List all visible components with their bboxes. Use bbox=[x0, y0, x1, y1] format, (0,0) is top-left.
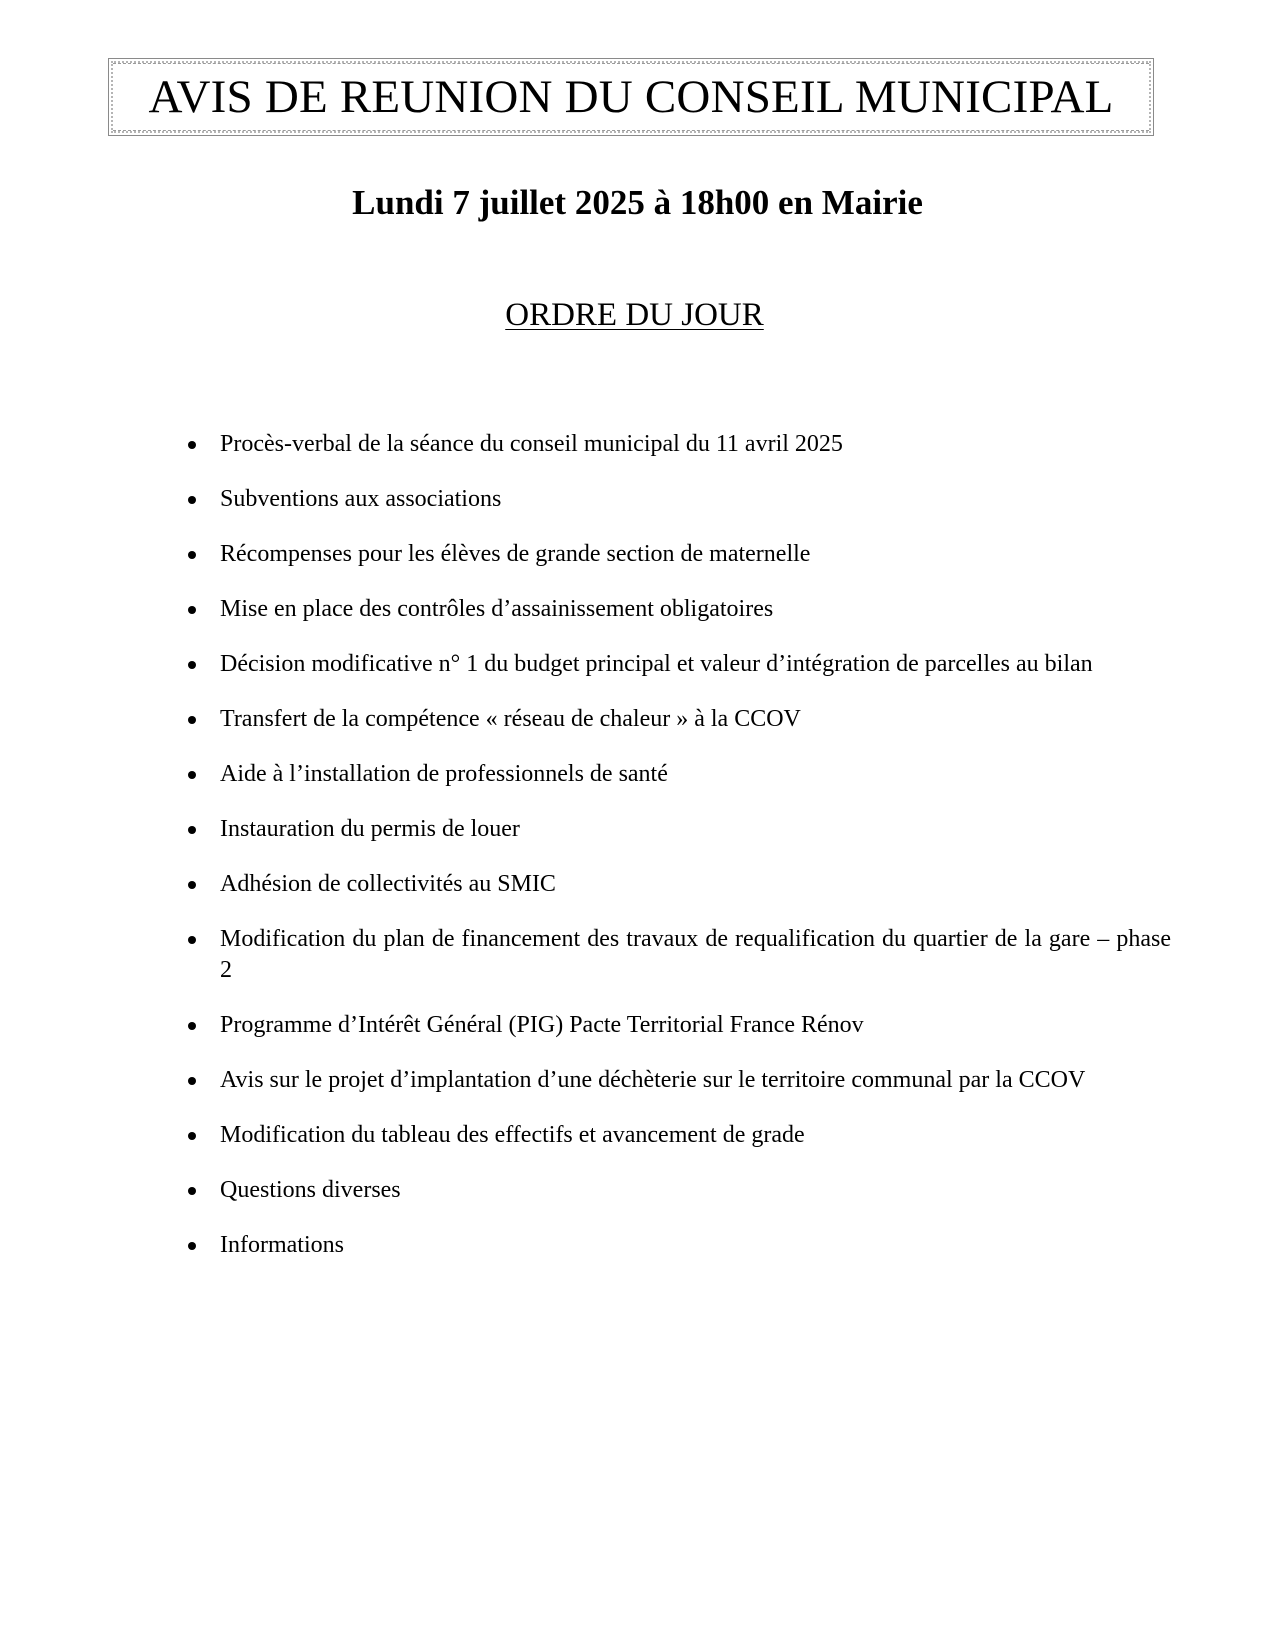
agenda-item bbox=[188, 539, 1171, 570]
bullet-icon bbox=[188, 1242, 196, 1250]
agenda-item bbox=[188, 704, 1171, 735]
agenda-item-text: Mise en place des contrôles d’assainissement obligatoires bbox=[220, 596, 774, 622]
agenda-list bbox=[188, 429, 1171, 1285]
agenda-item-text: Adhésion de collectivités au SMIC bbox=[220, 871, 556, 897]
agenda-item bbox=[188, 594, 1171, 625]
agenda-item bbox=[188, 1065, 1171, 1096]
document-title: AVIS DE REUNION DU CONSEIL MUNICIPAL bbox=[148, 70, 1114, 123]
agenda-item-text: Modification du tableau des effectifs et avancement de grade bbox=[220, 1122, 805, 1148]
bullet-icon bbox=[188, 826, 196, 834]
agenda-item bbox=[188, 1010, 1171, 1041]
bullet-icon bbox=[188, 771, 196, 779]
meeting-date: Lundi 7 juillet 2025 à 18h00 en Mairie bbox=[352, 183, 923, 222]
agenda-item bbox=[188, 429, 1171, 460]
bullet-icon bbox=[188, 606, 196, 614]
agenda-item-text: Informations bbox=[220, 1232, 344, 1258]
bullet-icon bbox=[188, 1077, 196, 1085]
bullet-icon bbox=[188, 496, 196, 504]
bullet-icon bbox=[188, 1022, 196, 1030]
agenda-item bbox=[188, 869, 1171, 900]
agenda-item-text: Décision modificative n° 1 du budget principal et valeur d’intégration de parcelles au bilan bbox=[220, 651, 1093, 677]
bullet-icon bbox=[188, 881, 196, 889]
agenda-item-text: Procès-verbal de la séance du conseil municipal du 11 avril 2025 bbox=[220, 431, 843, 457]
agenda-item bbox=[188, 649, 1171, 680]
agenda-item bbox=[188, 1230, 1171, 1261]
bullet-icon bbox=[188, 1132, 196, 1140]
agenda-item-text: Modification du plan de financement des travaux de requalification du quartier de la gare – phase 2 bbox=[220, 926, 1171, 983]
agenda-item bbox=[188, 484, 1171, 515]
title-frame bbox=[108, 58, 1154, 136]
agenda-item bbox=[188, 1175, 1171, 1206]
agenda-heading bbox=[0, 297, 1275, 334]
agenda-item-text: Transfert de la compétence « réseau de chaleur » à la CCOV bbox=[220, 706, 801, 732]
bullet-icon bbox=[188, 441, 196, 449]
agenda-item-text: Questions diverses bbox=[220, 1177, 401, 1203]
agenda-item bbox=[188, 814, 1171, 845]
bullet-icon bbox=[188, 551, 196, 559]
agenda-item-text: Récompenses pour les élèves de grande section de maternelle bbox=[220, 541, 811, 567]
agenda-item bbox=[188, 1120, 1171, 1151]
agenda-item-text: Programme d’Intérêt Général (PIG) Pacte Territorial France Rénov bbox=[220, 1012, 864, 1038]
bullet-icon bbox=[188, 716, 196, 724]
agenda-item-text: Instauration du permis de louer bbox=[220, 816, 520, 842]
agenda-item-text: Avis sur le projet d’implantation d’une déchèterie sur le territoire communal par la CCOV bbox=[220, 1067, 1086, 1093]
bullet-icon bbox=[188, 661, 196, 669]
bullet-icon bbox=[188, 1187, 196, 1195]
agenda-item bbox=[188, 924, 1171, 986]
agenda-item-text: Aide à l’installation de professionnels de santé bbox=[220, 761, 668, 787]
bullet-icon bbox=[188, 936, 196, 944]
agenda-item-text: Subventions aux associations bbox=[220, 486, 502, 512]
agenda-item bbox=[188, 759, 1171, 790]
agenda-heading-text: ORDRE DU JOUR bbox=[505, 297, 764, 333]
